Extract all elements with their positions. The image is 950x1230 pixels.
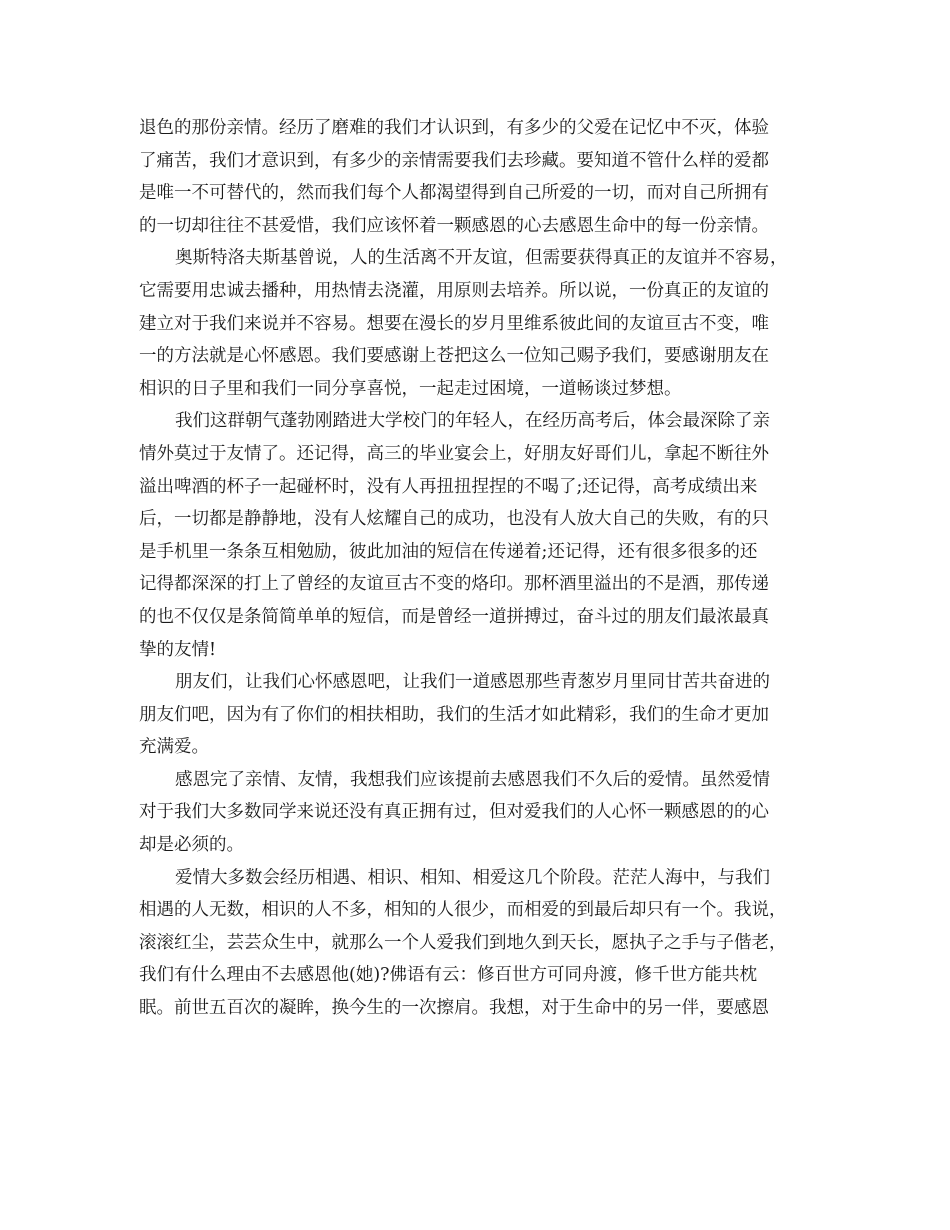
text-line: 挚的友情! <box>139 639 217 660</box>
text-line: 滚滚红尘，芸芸众生中，就那么一个人爱我们到地久到天长，愿执子之手与子偕老， <box>139 932 787 953</box>
text-line: 对于我们大多数同学来说还没有真正拥有过，但对爱我们的人心怀一颗感恩的的心 <box>139 802 769 823</box>
text-line: 奥斯特洛夫斯基曾说，人的生活离不开友谊，但需要获得真正的友谊并不容易， <box>175 248 788 269</box>
text-line: 情外莫过于友情了。还记得，高三的毕业宴会上，好朋友好哥们儿，拿起不断往外 <box>139 443 769 464</box>
text-line: 相识的日子里和我们一同分享喜悦，一起走过困境，一道畅谈过梦想。 <box>139 378 682 399</box>
text-line: 记得都深深的打上了曾经的友谊亘古不变的烙印。那杯酒里溢出的不是酒，那传递 <box>139 574 769 595</box>
text-line: 的也不仅仅是条简简单单的短信，而是曾经一道拼搏过，奋斗过的朋友们最浓最真 <box>139 606 769 627</box>
text-line: 我们有什么理由不去感恩他(她)?佛语有云：修百世方可同舟渡，修千世方能共枕 <box>139 965 758 986</box>
text-line: 眠。前世五百次的凝眸，换今生的一次擦肩。我想，对于生命中的另一伴，要感恩 <box>139 998 769 1019</box>
text-line: 后，一切都是静静地，没有人炫耀自己的成功，也没有人放大自己的失败，有的只 <box>139 509 769 530</box>
text-line: 了痛苦，我们才意识到，有多少的亲情需要我们去珍藏。要知道不管什么样的爱都 <box>139 150 769 171</box>
text-line: 溢出啤酒的杯子一起碰杯时，没有人再扭扭捏捏的不喝了;还记得，高考成绩出来 <box>139 476 758 497</box>
text-line: 一的方法就是心怀感恩。我们要感谢上苍把这么一位知己赐予我们，要感谢朋友在 <box>139 346 769 367</box>
text-line: 退色的那份亲情。经历了磨难的我们才认识到，有多少的父爱在记忆中不灭，体验 <box>139 118 769 138</box>
text-line: 我们这群朝气蓬勃刚踏进大学校门的年轻人，在经历高考后，体会最深除了亲 <box>175 411 770 432</box>
text-line: 却是必须的。 <box>139 835 244 856</box>
document-body <box>139 112 817 1025</box>
text-line: 充满爱。 <box>139 737 209 758</box>
text-line: 爱情大多数会经历相遇、相识、相知、相爱这几个阶段。茫茫人海中，与我们 <box>175 867 770 888</box>
text-line: 朋友们，让我们心怀感恩吧，让我们一道感恩那些青葱岁月里同甘苦共奋进的 <box>175 672 770 693</box>
text-line: 建立对于我们来说并不容易。想要在漫长的岁月里维系彼此间的友谊亘古不变，唯 <box>139 313 769 334</box>
text-line: 的一切却往往不甚爱惜，我们应该怀着一颗感恩的心去感恩生命中的每一份亲情。 <box>139 215 769 236</box>
text-line: 它需要用忠诚去播种，用热情去浇灌，用原则去培养。所以说，一份真正的友谊的 <box>139 280 769 301</box>
text-line: 是唯一不可替代的，然而我们每个人都渴望得到自己所爱的一切，而对自己所拥有 <box>139 183 769 204</box>
text-line: 是手机里一条条互相勉励，彼此加油的短信在传递着;还记得，还有很多很多的还 <box>139 541 758 562</box>
text-line: 相遇的人无数，相识的人不多，相知的人很少，而相爱的到最后却只有一个。我说， <box>139 900 787 921</box>
text-line: 感恩完了亲情、友情，我想我们应该提前去感恩我们不久后的爱情。虽然爱情 <box>175 769 770 790</box>
text-line: 朋友们吧，因为有了你们的相扶相助，我们的生活才如此精彩，我们的生命才更加 <box>139 704 769 725</box>
